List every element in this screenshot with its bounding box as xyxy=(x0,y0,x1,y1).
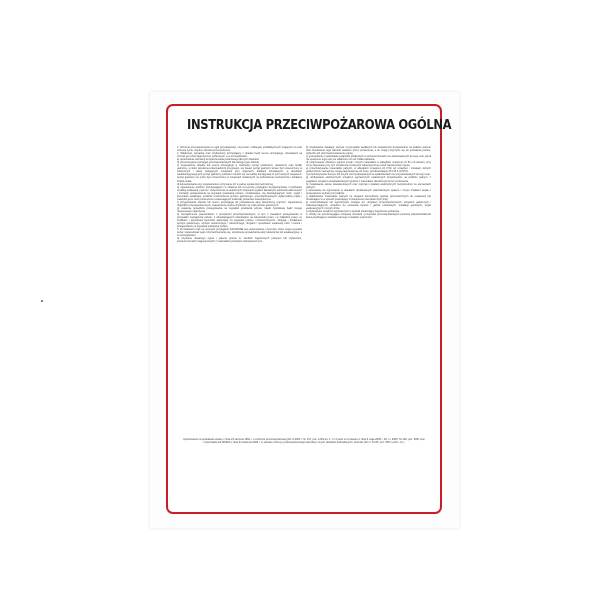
paragraph: a) opracowanie instrukcji bezpieczeństwa pożarowego dla tych obiektów. xyxy=(177,158,260,162)
paragraph: g) użytkowanie elektrycznych urządzeń ogrzewczych ustawionych bezpośrednio na podłożu palnym, z wyjątkiem urządzeń eksploatowanych zgodnie z warunkami określonymi przez producenta. xyxy=(306,176,431,183)
paragraph: c) wyposażenie obiektu lub terenu przyległego w niezbędny sprzęt pożarniczy, ratowniczy oraz środki gaśnicze, w ilości określonej odpowiednimi przepisami, wg zasad: sprzęt gaśniczy winien być umieszczony w widocznych i łatwo dostępnych miejscach przy wyjściach, klatkach schodowych, w obiektach wielokondygnacyjnych sprzęt gaśniczy powinien mieścić się na każdej kondygnacji w tych samych miejscach, sprzęt gaśniczy nie może być umieszczony w miejscach narażonych na uszkodzenie mechaniczne i działanie źródeł ciepła. xyxy=(177,164,302,183)
paragraph: h) instalowanie opraw oświetleniowych oraz osprzętu instalacji elektrycznych bezpośrednio na elementach palnych. xyxy=(306,182,431,189)
paragraph: 1. Ochrona przeciwpożarowa to ogół przedsięwzięć, czynności i zabiegów profilaktycznych mających na celu ochronę życia, mienia i zdrowia przed pożarem. xyxy=(177,146,302,153)
paragraph: c) gromadzenie i parkowanie pojazdów silnikowych w pomieszczeniach nie dostosowanych do tego celu, jeżeli nie spełniono tego celu nie odłączono ich od źródła zasilania. xyxy=(306,155,431,162)
stray-mark xyxy=(41,300,43,302)
paragraph: f) przygotowanie obiektu lub terenu przyległego do prowadzenia akcji ratowniczej, poprzez: zapewnienie dojazdów przeciwpożarowych, zaopatrzenie wodne (hydranty, itp.) dla potrzeb gaśniczych. xyxy=(177,200,302,207)
sign-body xyxy=(177,146,431,434)
paragraph: d) konserwowanie wg. wyposażenia i utrzymanie ich w pełnej sprawności technicznej. xyxy=(177,182,274,186)
paragraph: j) składowanie materiałów palnych na drogach komunikacji ogólnej przeznaczonych do ewakuacji lub utrudniające to w sposób powodujący zmniejszenie szerokości tych dróg. xyxy=(306,194,431,201)
paragraph: d) rozgrzewanie otwartym ogniem smoły i innych materiałów w odległości mniejszej niż 5m od obiektu, przy czym stosowane przy tym urządzenia muszą być zabezpieczone przed zaprószeniem ognia. xyxy=(306,161,431,168)
paragraph: b) przestrzeganie wymagań przeciwpożarowych dla danego typu obiektu. xyxy=(177,161,260,165)
sign-title: INSTRUKCJA PRZECIWPOŻAROWA OGÓLNA xyxy=(187,118,452,133)
paragraph: b) użytkowanie instalacji, sprzętu i przyrządów wadliwych lub ustawionych bezpośrednio na podłożu palnym oraz stosowanie tego warunki ustalone przez producenta, o ile mogą przyczynić się do powstania pożaru, wybuchu lub rozprzestrzeniania się ognia. xyxy=(306,146,431,156)
paragraph: 3. W obiektach oraz na terenach przyległych ZAKAZANE jest wykonywanie czynności, które mogą wywołać pożar, spowodować jego rozprzestrzenianie się, utrudnienie prowadzenia akcji ratowniczej lub ewakuacyjnej, a w szczególności: xyxy=(177,228,302,238)
paragraph: e) zapewnienie osobom przebywającym w obiekcie lub na terenie przyległym bezpieczeństwa i możliwości szybkiej ewakuacji, poprzez: umieszczenie w widocznych miejscach wykazu aktualnych telefonów alarmowych i instrukcji postępowania na wypadek powstania pożaru, oznakowanie, wg obowiązujących norm, wyjść i kierunków ewakuacji, punktów uruchomienia sprzętu gaśniczego, przeciwpożarowych wyłączników prądu i zaworów gazu oraz pomieszczeń zawierających materiały pożarowo niebezpieczne. xyxy=(177,185,302,201)
paragraph: a) używanie otwartego ognia i palenie tytoniu w: strefach zagrożonych pożarem lub wybuchem, pomieszczeniach magazynowych z materiałami pożarowo niebezpiecznymi. xyxy=(177,237,302,244)
paragraph: 2. Właściciel, zarządca oraz użytkownicy korzystający z obiektu będź terenu przyległego, obowiązani są chronić go przed zagrożeniem pożarowym, a w szczególności: xyxy=(177,152,302,159)
paragraph: i) stosowanie do ogrzewania w obiektach obudowanych paleniskowych opałem i innymi źródłami ciepła o temperaturze wyższej niż podłoże. xyxy=(306,188,431,195)
right-column xyxy=(306,146,431,434)
left-column xyxy=(177,146,302,434)
paragraph: f) przechowywanie benzyn lub innych cieczy łatwopalnych w opakowaniach nie przystosowanych do tego celu. xyxy=(306,173,431,177)
paragraph: 4. Osoby nie przestrzegające niniejszej instrukcji i przepisów przeciwpożarowych ponoszą odpowiedzialność karną wynikającą z kodeksu karnego i kodeksu wykroczeń. xyxy=(306,213,431,220)
legal-footer: Opracowano na podstawie ustawy z dnia 24 sierpnia 1991 r. o ochronie przeciwpożarowej (Dz.U.2002 r. Nr 147, poz. 1229 art. 1, 3 i 4 wraz ze zmianami z dnia 6 maja 2005 r. Dz. U. 2005, Nr 100, poz. 835) oraz rozporządzenia MSWiA z dnia 21 kwietnia 2006 r. w sprawie ochrony przeciwpożarowej budynków, innych obiektów budowlanych i terenów (Dz.U. Nr 80, poz. 563 z późn. zm.) xyxy=(183,438,425,445)
paragraph: h) zaznajomienie pracowników: z przepisami przeciwpożarowymi, w tym z zasadami postępowania w przypadku wystąpienia pożaru, z obowiązującymi instrukcjami na stanowisku pracy i w zakładzie pracy, ze środkami i sposobami łączności alarmowej na wypadek pożaru, rozmieszczeniem, obsługą i działaniem sprzętu gaśniczego, sprzętu pożarniczego i ratowniczego, drogami i sposobami ewakuacji ludzi i mienia i postępowaniu na wypadek powstania pożaru. xyxy=(177,213,302,229)
sign-frame xyxy=(166,104,452,514)
paragraph: k) uniemożliwianie lub ograniczanie dostępu do: urządzeń przeciwpożarowych, urządzeń gaśniczych i zabezpieczających, urządzeń do usuwania dymów i gazów pożarowych, instalacji gazowych, wyjść ewakuacyjnych i innych drzwi. xyxy=(306,200,431,210)
paragraph: g) ustalenie sposobów postępowania na wypadek powstania pożaru, klęski żywiołowej bądź innego miejscowego zagrożenia. xyxy=(177,206,302,213)
paragraph: l) użytkowanie urządzeń ogrzewczych w sposób stwarzający zagrożenie pożarowe. xyxy=(306,209,400,213)
paragraph: e) przechowywanie materiałów palnych, w odległości mniejszej niż 0.5m od urządzeń i instalacji, których powierzchnie zewnętrzne mogą nagrzewać się do temp. przekraczającej 373.15 K (100°C). xyxy=(306,167,431,174)
